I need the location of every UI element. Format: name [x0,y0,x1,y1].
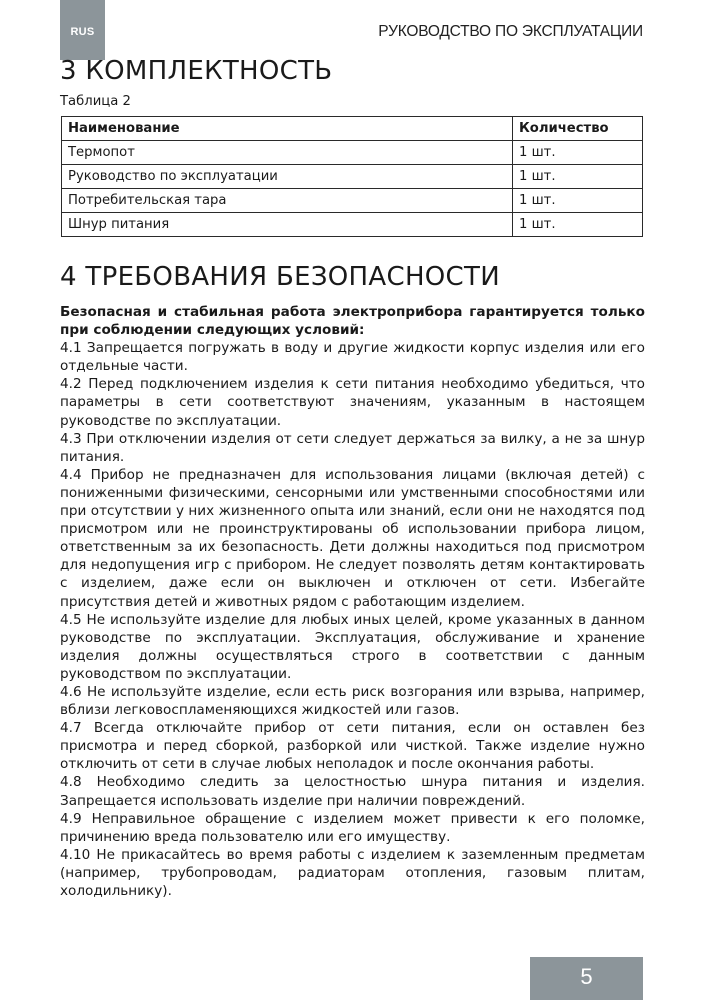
safety-item-4-2: 4.2 Перед подключением изделия к сети питания необходимо убедиться, что параметры в сети соответствуют значениям, указанным в настоящем руководстве по эксплуатации. [60,376,645,429]
safety-item-4-4: 4.4 Прибор не предназначен для использования лицами (включая детей) с пониженными физическими, сенсорными или умственными способностями или при отсутствии у них жизненного опыта или знаний, если они не находятся под присмотром или не проинструктированы об использовании прибора лицом, ответственным за их безопасность. Дети должны находиться под присмотром для недопущения игр с прибором. Не следует позволять детям контактировать с изделием, даже если он выключен и отключен от сети. Избегайте присутствия детей и животных рядом с работающим изделием. [60,466,645,610]
safety-item-4-1: 4.1 Запрещается погружать в воду и другие жидкости корпус изделия или его отдельные части. [60,340,645,375]
table-header-row [62,117,643,141]
item-quantity-cell: 1 шт. [513,165,643,189]
safety-requirements-text [60,303,645,900]
section-4-title: 4 ТРЕБОВАНИЯ БЕЗОПАСНОСТИ [60,262,500,292]
item-quantity-cell: 1 шт. [513,189,643,213]
table-row [62,213,643,237]
safety-item-4-10: 4.10 Не прикасайтесь во время работы с изделием к заземленным предметам (например, трубопроводам, радиаторам отопления, газовым плитам, холодильнику). [60,846,645,899]
item-name-cell: Руководство по эксплуатации [62,165,513,189]
table-row [62,189,643,213]
package-contents-table [61,116,643,237]
column-header-name: Наименование [62,117,513,141]
safety-item-4-6: 4.6 Не используйте изделие, если есть риск возгорания или взрыва, например, вблизи легковоспламеняющихся жидкостей или газов. [60,683,645,719]
safety-item-4-8: 4.8 Необходимо следить за целостностью шнура питания и изделия. Запрещается использовать изделие при наличии повреждений. [60,774,645,809]
item-name-cell: Шнур питания [62,213,513,237]
column-header-quantity: Количество [513,117,643,141]
item-quantity-cell: 1 шт. [513,141,643,165]
item-name-cell: Потребительская тара [62,189,513,213]
item-quantity-cell: 1 шт. [513,213,643,237]
table-row [62,141,643,165]
language-tab: RUS [60,0,105,60]
page-number: 5 [530,957,643,1000]
section-3-title: 3 КОМПЛЕКТНОСТЬ [60,56,333,86]
table-row [62,165,643,189]
safety-item-4-9: 4.9 Неправильное обращение с изделием может привести к его поломке, причинению вреда пользователю или его имуществу. [60,810,645,845]
table-caption: Таблица 2 [60,94,131,109]
item-name-cell: Термопот [62,141,513,165]
safety-item-4-3: 4.3 При отключении изделия от сети следует держаться за вилку, а не за шнур питания. [60,430,645,465]
safety-item-4-5: 4.5 Не используйте изделие для любых иных целей, кроме указанных в данном руководстве по эксплуатации. Эксплуатация, обслуживание и хранение изделия должны осуществляться строго в соответствии с данным руководством по эксплуатации. [60,611,645,682]
safety-lead-paragraph: Безопасная и стабильная работа электроприбора гарантируется только при соблюдении следующих условий: [60,304,645,339]
manual-header-title: РУКОВОДСТВО ПО ЭКСПЛУАТАЦИИ [378,23,643,40]
safety-item-4-7: 4.7 Всегда отключайте прибор от сети питания, если он оставлен без присмотра и перед сборкой, разборкой или чисткой. Также изделие нужно отключить от сети в случае любых неполадок и после окончания работы. [60,720,645,773]
